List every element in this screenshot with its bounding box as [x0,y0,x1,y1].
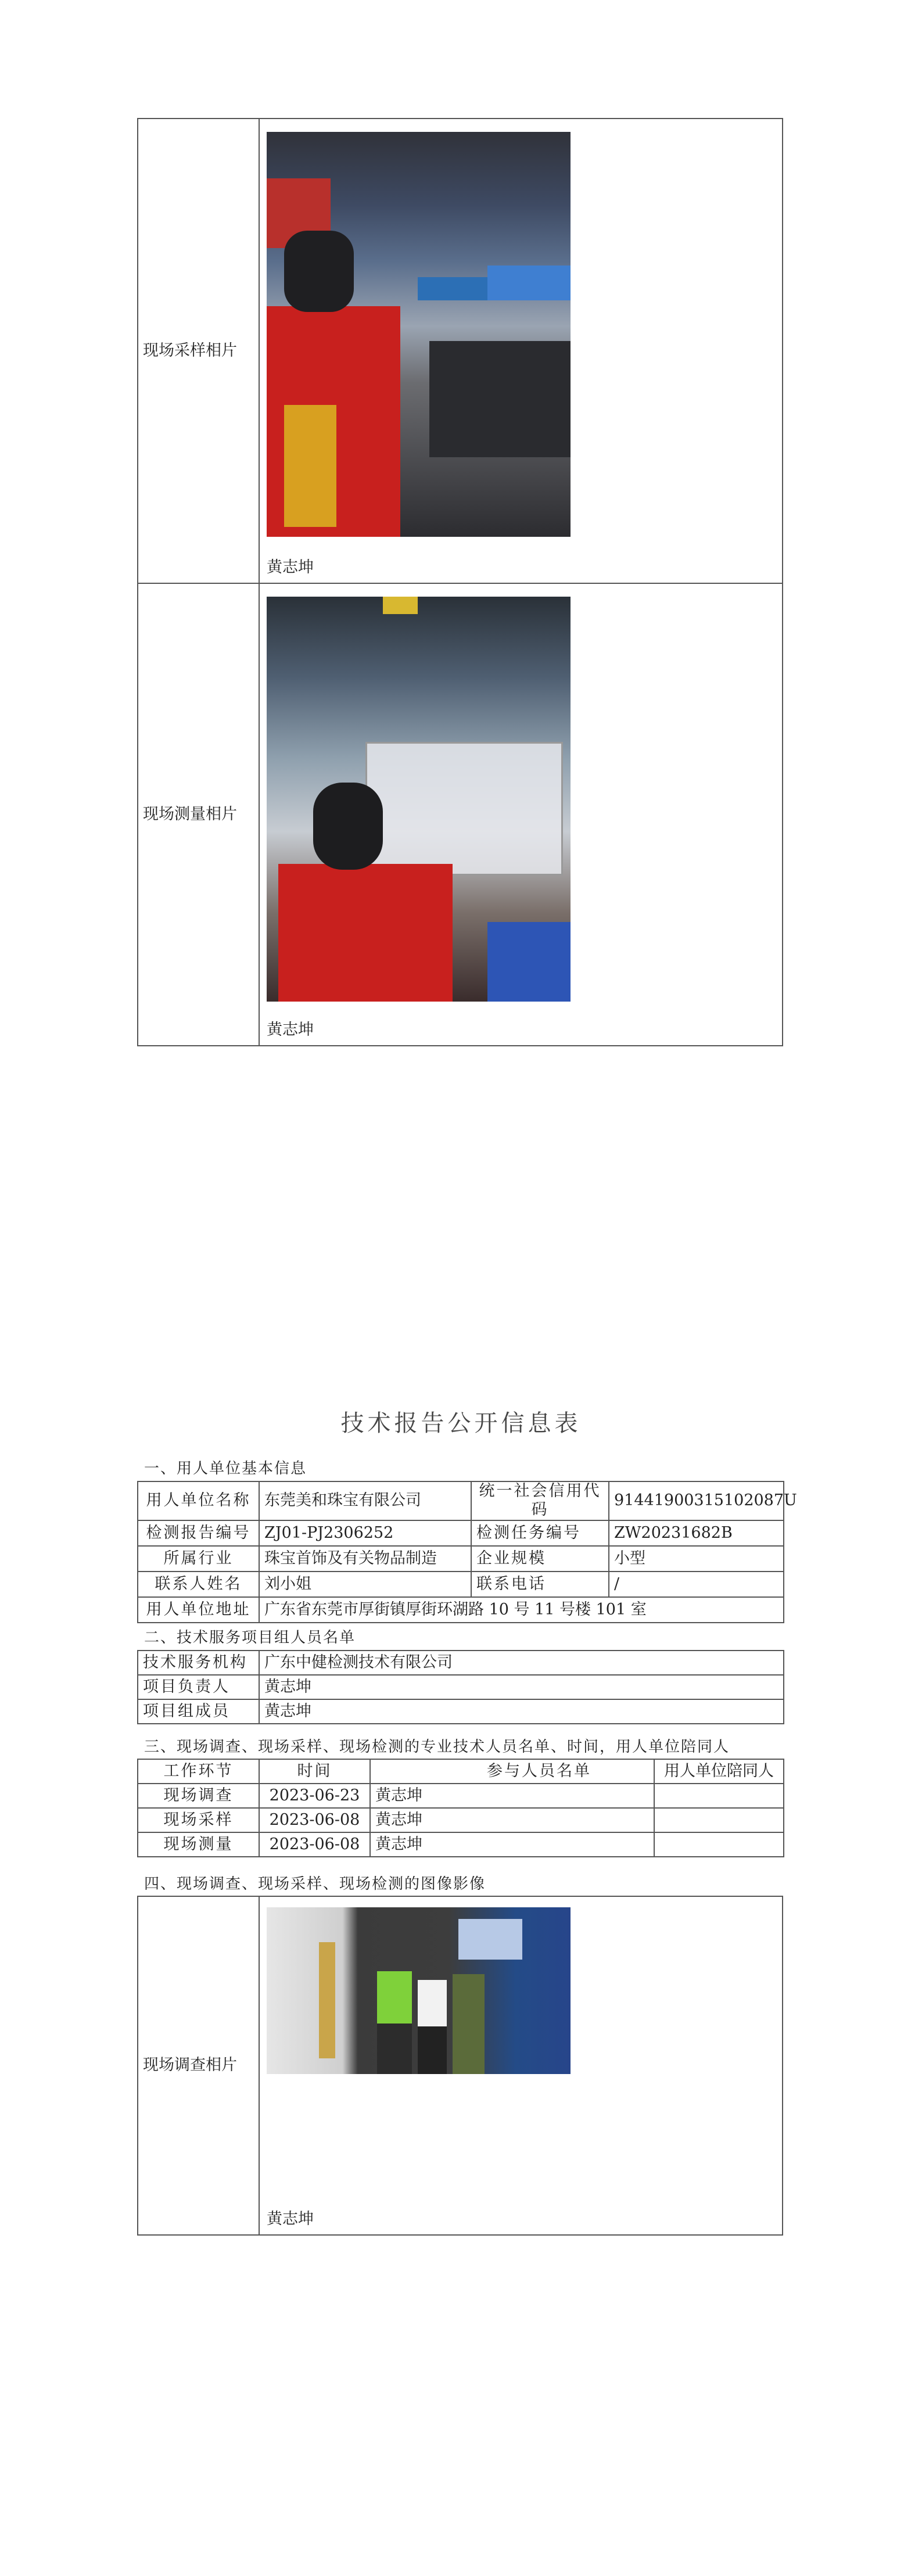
photo-caption-measure: 黄志坤 [267,1020,314,1039]
photo-label-survey: 现场调查相片 [138,1896,259,2235]
field-value: 东莞美和珠宝有限公司 [259,1481,471,1520]
table-row [138,1784,784,1808]
project-staff-table [137,1650,784,1724]
table-cell: 现场采样 [138,1808,259,1832]
table-cell: 现场调查 [138,1784,259,1808]
table-header-row [138,1759,784,1784]
field-value: ZW20231682B [609,1520,784,1546]
field-label: 用人单位名称 [138,1481,259,1520]
table-cell: 现场测量 [138,1832,259,1857]
table-row [138,1675,784,1699]
field-value: 刘小姐 [259,1572,471,1597]
table-row [138,1481,784,1520]
field-label: 联系人姓名 [138,1572,259,1597]
table-row [138,1597,784,1623]
table-cell [654,1784,784,1808]
field-label: 检测任务编号 [471,1520,609,1546]
page-title: 技术报告公开信息表 [340,1410,582,1437]
field-value: 小型 [609,1546,784,1572]
field-label: 项目负责人 [138,1675,259,1699]
section-heading-3: 三、现场调查、现场采样、现场检测的专业技术人员名单、时间，用人单位陪同人 [144,1738,730,1756]
table-cell: 2023-06-23 [259,1784,370,1808]
photo-table-top [137,118,783,1046]
photo-cell-measure [259,583,783,1046]
column-header: 参与人员名单 [370,1759,654,1784]
table-cell [654,1808,784,1832]
field-label: 项目组成员 [138,1699,259,1724]
survey-photo [267,1907,571,2074]
table-cell [654,1832,784,1857]
photo-cell-sampling [259,119,783,583]
field-label: 统一社会信用代码 [471,1481,609,1520]
field-label: 所属行业 [138,1546,259,1572]
table-row [138,1699,784,1724]
field-value: 91441900315102087U [609,1481,784,1520]
field-label: 企业规模 [471,1546,609,1572]
field-label: 检测报告编号 [138,1520,259,1546]
table-row [138,1651,784,1675]
onsite-personnel-table [137,1759,784,1857]
field-value: ZJ01-PJ2306252 [259,1520,471,1546]
employer-info-table [137,1481,797,1623]
address-value: 广东省东莞市厚街镇厚街环湖路 10 号 11 号楼 101 室 [259,1597,784,1623]
field-value: 黄志坤 [259,1699,784,1724]
photo-caption-sampling: 黄志坤 [267,558,314,576]
table-cell: 黄志坤 [370,1808,654,1832]
section-heading-2: 二、技术服务项目组人员名单 [144,1629,356,1646]
table-cell: 2023-06-08 [259,1808,370,1832]
field-value: 黄志坤 [259,1675,784,1699]
table-row [138,1832,784,1857]
photo-table-bottom [137,1896,783,2236]
table-cell: 2023-06-08 [259,1832,370,1857]
field-label: 技术服务机构 [138,1651,259,1675]
field-value: / [609,1572,784,1597]
section-heading-1: 一、用人单位基本信息 [144,1460,307,1477]
table-row [138,1572,784,1597]
table-cell: 黄志坤 [370,1832,654,1857]
measure-photo [267,597,571,1002]
sampling-photo [267,132,571,537]
table-row [138,1546,784,1572]
section-heading-4: 四、现场调查、现场采样、现场检测的图像影像 [144,1875,486,1893]
photo-label-measure: 现场测量相片 [138,583,259,1046]
field-label: 联系电话 [471,1572,609,1597]
column-header: 用人单位陪同人 [654,1759,784,1784]
table-row [138,1520,784,1546]
photo-label-sampling: 现场采样相片 [138,119,259,583]
field-value: 珠宝首饰及有关物品制造 [259,1546,471,1572]
field-value: 广东中健检测技术有限公司 [259,1651,784,1675]
column-header: 工作环节 [138,1759,259,1784]
field-label: 用人单位地址 [138,1597,259,1623]
photo-caption-survey: 黄志坤 [267,2209,314,2228]
photo-cell-survey [259,1896,783,2235]
column-header: 时间 [259,1759,370,1784]
table-cell: 黄志坤 [370,1784,654,1808]
table-row [138,1808,784,1832]
